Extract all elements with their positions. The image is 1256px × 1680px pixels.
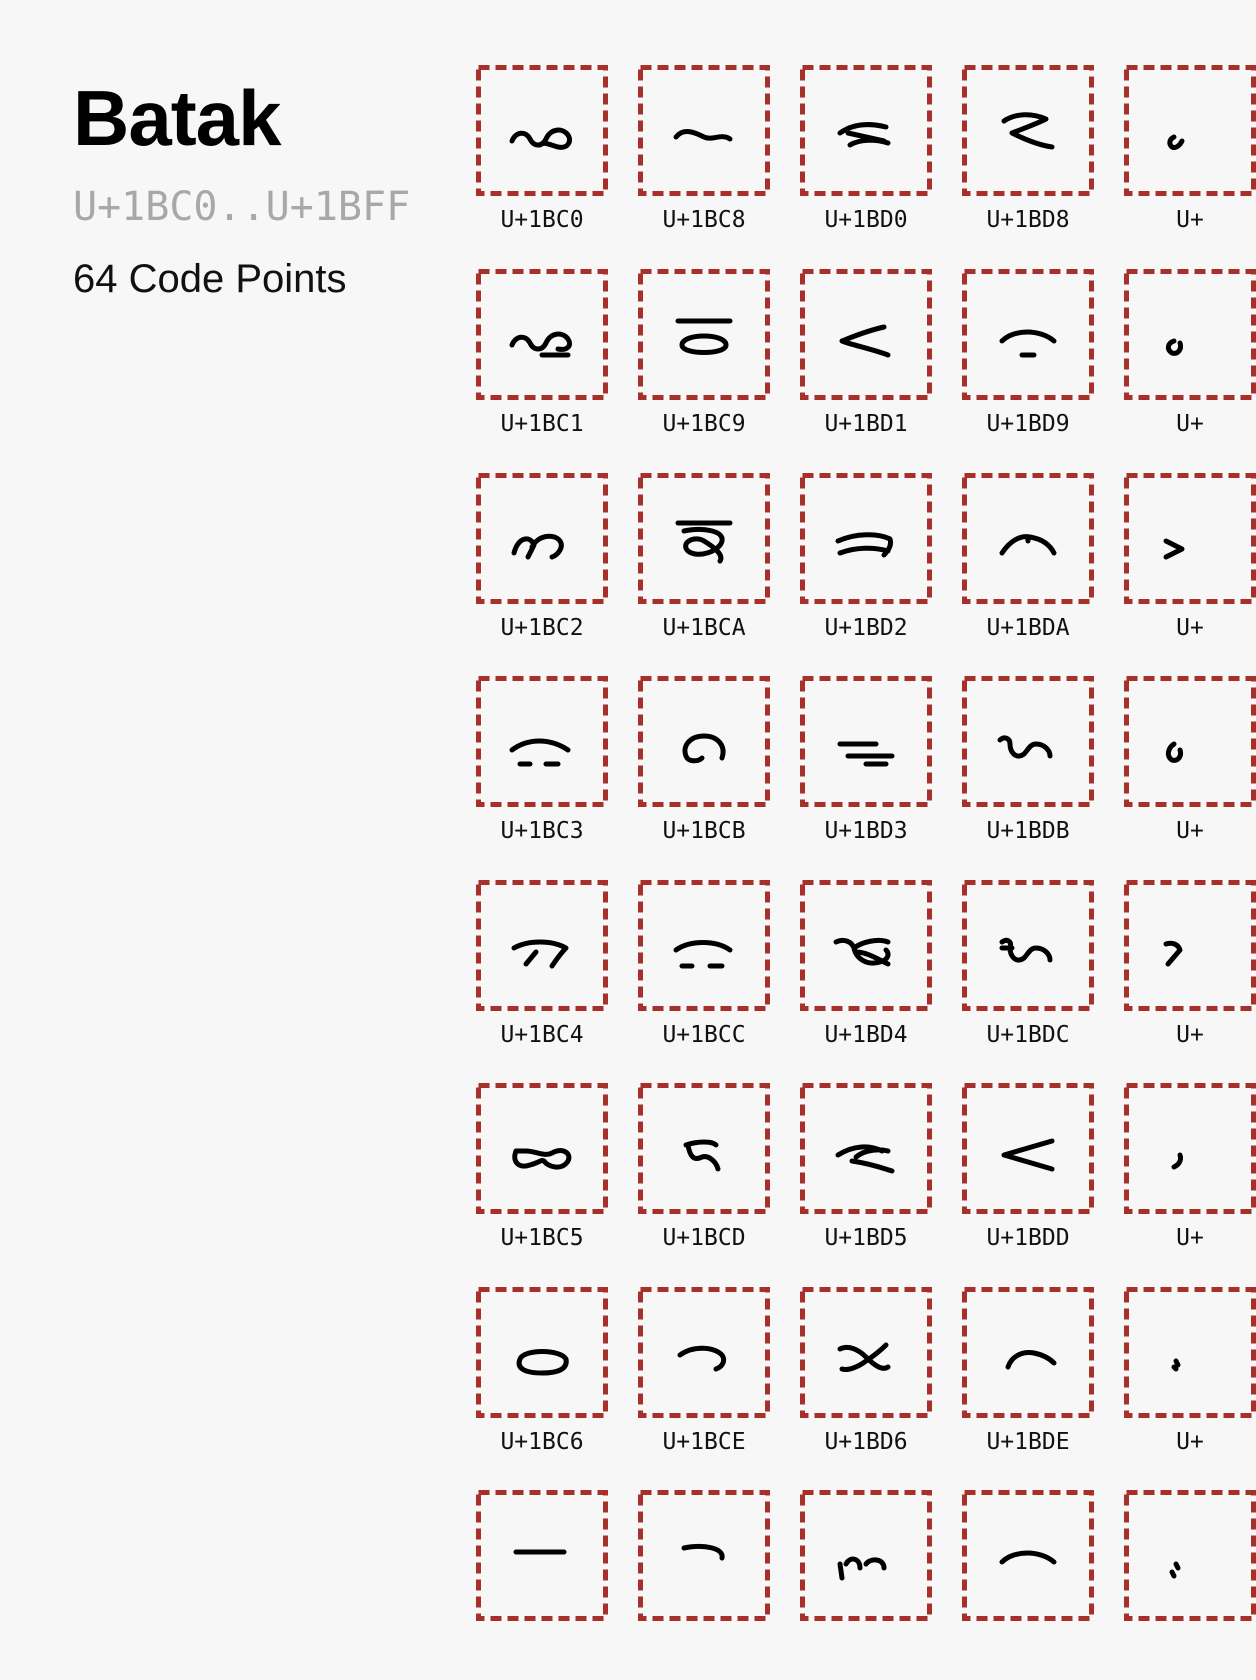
- batak-glyph-icon: [988, 1518, 1068, 1594]
- code-point-cell: [1124, 269, 1256, 459]
- code-point-label: U+1BD9: [986, 411, 1070, 437]
- glyph-frame: [962, 473, 1094, 604]
- glyph-frame: [638, 1083, 770, 1214]
- code-point-count: 64 Code Points: [73, 257, 347, 301]
- glyph-frame: [962, 1287, 1094, 1418]
- glyph-frame: [1124, 269, 1256, 400]
- block-range: U+1BC0..U+1BFF: [73, 184, 411, 230]
- code-point-label: U+1BCC: [662, 1022, 746, 1048]
- glyph-frame: [476, 65, 608, 196]
- code-point-cell: [638, 473, 770, 663]
- glyph-frame: [476, 1490, 608, 1621]
- glyph-frame: [476, 1083, 608, 1214]
- code-point-cell: [476, 1490, 608, 1680]
- batak-partial-glyph-icon: [1150, 501, 1230, 577]
- batak-mandailing-ha-icon: [502, 908, 582, 984]
- batak-simalungun-ha-icon: [502, 704, 582, 780]
- glyph-frame: [800, 269, 932, 400]
- batak-northern-ta-icon: [988, 1315, 1068, 1391]
- batak-partial-glyph-icon: [1150, 1315, 1230, 1391]
- code-point-cell: [962, 676, 1094, 866]
- code-point-cell: [476, 473, 608, 663]
- batak-partial-glyph-icon: [1150, 93, 1230, 169]
- code-point-label: U+1BCE: [662, 1429, 746, 1455]
- batak-glyph-icon: [502, 1518, 582, 1594]
- code-point-cell: [638, 1490, 770, 1680]
- code-point-cell: [476, 65, 608, 255]
- code-point-label: U+1BD8: [986, 207, 1070, 233]
- code-point-cell: [1124, 65, 1256, 255]
- batak-glyph-icon: [826, 1518, 906, 1594]
- glyph-frame: [638, 269, 770, 400]
- glyph-frame: [638, 676, 770, 807]
- code-point-label: U+1BC1: [500, 411, 584, 437]
- batak-simalungun-wa-icon: [664, 908, 744, 984]
- code-point-cell: [800, 1287, 932, 1477]
- code-point-cell: [800, 1083, 932, 1273]
- code-point-cell: [962, 65, 1094, 255]
- code-point-label: U+1BC9: [662, 411, 746, 437]
- batak-partial-glyph-icon: [1150, 704, 1230, 780]
- glyph-frame: [1124, 65, 1256, 196]
- code-point-cell: [800, 65, 932, 255]
- code-point-cell: [1124, 1083, 1256, 1273]
- batak-nga-icon: [826, 1111, 906, 1187]
- code-point-label: U+: [1176, 1429, 1204, 1455]
- glyph-frame: [1124, 880, 1256, 1011]
- code-point-cell: [476, 676, 608, 866]
- code-point-cell: [1124, 473, 1256, 663]
- glyph-frame: [800, 1490, 932, 1621]
- batak-da-icon: [988, 297, 1068, 373]
- glyph-frame: [638, 65, 770, 196]
- glyph-frame: [476, 269, 608, 400]
- batak-wa-icon: [664, 704, 744, 780]
- code-point-cell: [962, 1287, 1094, 1477]
- glyph-frame: [800, 473, 932, 604]
- batak-partial-glyph-icon: [1150, 297, 1230, 373]
- code-point-cell: [800, 473, 932, 663]
- batak-ba-icon: [502, 1111, 582, 1187]
- code-point-cell: [1124, 880, 1256, 1070]
- code-point-label: U+1BD4: [824, 1022, 908, 1048]
- glyph-frame: [800, 676, 932, 807]
- code-point-label: U+1BCB: [662, 818, 746, 844]
- code-point-label: U+1BD3: [824, 818, 908, 844]
- code-point-label: U+1BC2: [500, 615, 584, 641]
- batak-ra-icon: [988, 501, 1068, 577]
- code-point-label: U+1BDB: [986, 818, 1070, 844]
- batak-ta-icon: [988, 93, 1068, 169]
- batak-simalungun-ma-icon: [988, 908, 1068, 984]
- code-point-cell: [638, 1287, 770, 1477]
- code-point-cell: [476, 269, 608, 459]
- batak-glyph-icon: [664, 1518, 744, 1594]
- code-point-label: U+1BDA: [986, 615, 1070, 641]
- glyph-frame: [1124, 473, 1256, 604]
- code-point-cell: [638, 880, 770, 1070]
- batak-sa-icon: [826, 93, 906, 169]
- block-title: Batak: [73, 74, 281, 162]
- batak-simalungun-sa-icon: [826, 297, 906, 373]
- batak-ga-icon: [664, 1315, 744, 1391]
- glyph-frame: [800, 880, 932, 1011]
- code-point-label: U+: [1176, 818, 1204, 844]
- batak-partial-glyph-icon: [1150, 1111, 1230, 1187]
- glyph-frame: [962, 880, 1094, 1011]
- batak-simalungun-pa-icon: [664, 93, 744, 169]
- code-point-cell: [476, 880, 608, 1070]
- code-point-label: U+1BC6: [500, 1429, 584, 1455]
- glyph-frame: [1124, 676, 1256, 807]
- batak-southern-ta-icon: [988, 1111, 1068, 1187]
- code-point-cell: [1124, 1287, 1256, 1477]
- batak-karo-ba-icon: [502, 1315, 582, 1391]
- code-point-label: U+1BD5: [824, 1225, 908, 1251]
- batak-a-icon: [502, 93, 582, 169]
- code-point-label: U+1BDC: [986, 1022, 1070, 1048]
- glyph-frame: [476, 676, 608, 807]
- glyph-frame: [800, 65, 932, 196]
- glyph-frame: [962, 1083, 1094, 1214]
- code-point-cell: [1124, 1490, 1256, 1680]
- batak-partial-glyph-icon: [1150, 1518, 1230, 1594]
- code-point-cell: [638, 269, 770, 459]
- code-point-cell: [962, 269, 1094, 459]
- code-point-cell: [476, 1287, 608, 1477]
- code-point-label: U+: [1176, 207, 1204, 233]
- glyph-frame: [638, 1287, 770, 1418]
- glyph-frame: [962, 65, 1094, 196]
- glyph-frame: [476, 473, 608, 604]
- code-point-cell: [638, 65, 770, 255]
- code-point-label: U+1BDD: [986, 1225, 1070, 1251]
- code-point-label: U+1BC3: [500, 818, 584, 844]
- batak-mandailing-na-icon: [664, 501, 744, 577]
- code-point-label: U+: [1176, 1225, 1204, 1251]
- code-point-cell: [638, 1083, 770, 1273]
- glyph-frame: [476, 1287, 608, 1418]
- batak-simalungun-ya-icon: [826, 908, 906, 984]
- code-point-label: U+1BC5: [500, 1225, 584, 1251]
- glyph-frame: [1124, 1287, 1256, 1418]
- code-point-label: U+1BD2: [824, 615, 908, 641]
- code-point-label: U+1BC4: [500, 1022, 584, 1048]
- glyph-frame: [638, 473, 770, 604]
- code-point-cell: [800, 1490, 932, 1680]
- code-point-label: U+1BCD: [662, 1225, 746, 1251]
- code-point-label: U+1BCA: [662, 615, 746, 641]
- code-point-label: U+1BD6: [824, 1429, 908, 1455]
- glyph-frame: [1124, 1083, 1256, 1214]
- batak-la-icon: [826, 1315, 906, 1391]
- glyph-frame: [962, 676, 1094, 807]
- batak-ha-icon: [502, 501, 582, 577]
- glyph-frame: [638, 1490, 770, 1621]
- code-point-label: U+: [1176, 1022, 1204, 1048]
- glyph-frame: [638, 880, 770, 1011]
- code-point-cell: [962, 880, 1094, 1070]
- code-point-cell: [638, 676, 770, 866]
- batak-ya-icon: [826, 704, 906, 780]
- code-point-cell: [476, 1083, 608, 1273]
- code-point-label: U+: [1176, 615, 1204, 641]
- batak-na-icon: [664, 297, 744, 373]
- glyph-frame: [1124, 1490, 1256, 1621]
- code-point-cell: [800, 880, 932, 1070]
- glyph-frame: [476, 880, 608, 1011]
- code-point-cell: [1124, 676, 1256, 866]
- batak-ma-icon: [988, 704, 1068, 780]
- code-point-label: U+1BC0: [500, 207, 584, 233]
- code-point-cell: [962, 473, 1094, 663]
- code-point-cell: [800, 269, 932, 459]
- code-point-label: U+1BDE: [986, 1429, 1070, 1455]
- batak-partial-glyph-icon: [1150, 908, 1230, 984]
- code-point-label: U+: [1176, 411, 1204, 437]
- code-point-cell: [800, 676, 932, 866]
- batak-pakpak-wa-icon: [664, 1111, 744, 1187]
- code-point-cell: [962, 1490, 1094, 1680]
- batak-simalungun-a-icon: [502, 297, 582, 373]
- glyph-frame: [800, 1083, 932, 1214]
- code-point-label: U+1BC8: [662, 207, 746, 233]
- code-point-label: U+1BD1: [824, 411, 908, 437]
- glyph-frame: [800, 1287, 932, 1418]
- glyph-frame: [962, 1490, 1094, 1621]
- code-point-label: U+1BD0: [824, 207, 908, 233]
- code-point-cell: [962, 1083, 1094, 1273]
- batak-mandailing-sa-icon: [826, 501, 906, 577]
- glyph-frame: [962, 269, 1094, 400]
- block-info: [73, 70, 453, 304]
